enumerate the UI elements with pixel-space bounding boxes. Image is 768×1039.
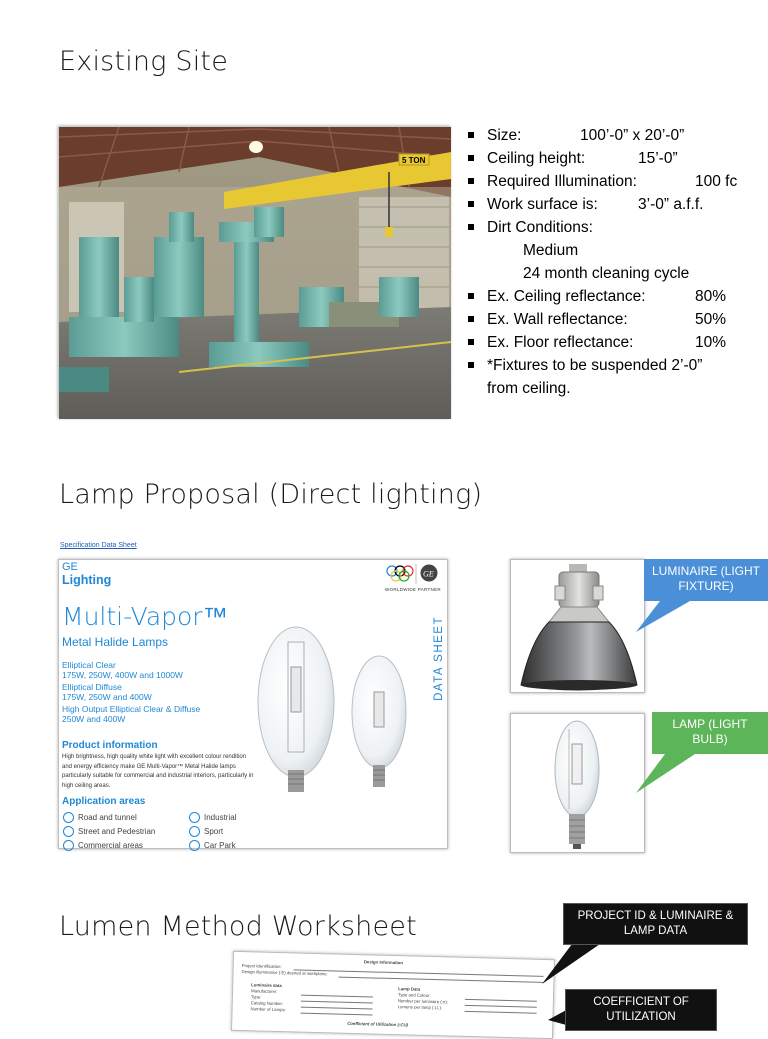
ws-cu-title: Coefficient of Utilization (:CU) <box>347 1020 409 1028</box>
ws-type-colour: Type and Colour: <box>397 992 431 998</box>
ws-title: Design Information <box>363 959 404 966</box>
ds-brand-line1: GE <box>62 561 78 573</box>
callout-pointers <box>0 455 768 875</box>
slide-existing-site <box>0 0 768 440</box>
ds-application-item: Car Park <box>189 840 236 851</box>
callout-coefficient-of-utilization: COEFFICIENT OF UTILIZATION <box>565 989 717 1031</box>
spec-data-sheet-link[interactable]: Specification Data Sheet <box>60 542 137 549</box>
spec-item: *Fixtures to be suspended 2’-0” <box>466 354 766 377</box>
ds-product-info-text: High brightness, high quality white light with excellent colour rendition and energy efficiency make GE Multi-Vapor™ Metal Halide lamps particularly suitable for commercial and industrial interiors, particularly in high ceiling areas. <box>62 754 254 789</box>
crane-sign: 5 TON <box>402 156 426 165</box>
site-spec-list <box>466 124 766 400</box>
ws-type: Type: <box>250 994 262 1000</box>
spec-item: Size: 100’-0” x 20’-0” <box>466 124 766 147</box>
spec-item: Ex. Wall reflectance: 50% <box>466 308 766 331</box>
svg-text:GE: GE <box>423 569 434 579</box>
ws-lumens-per-lamp: Lumens per lamp (:LL): <box>397 1004 443 1011</box>
callout-luminaire: LUMINAIRE (LIGHT FIXTURE) <box>644 559 768 601</box>
slide-lamp-proposal <box>0 455 768 875</box>
ds-application-heading: Application areas <box>62 796 146 807</box>
ws-num-lamps: Number of Lamps: <box>250 1006 287 1013</box>
ds-application-item: Industrial <box>189 812 236 823</box>
callout-lamp: LAMP (LIGHT BULB) <box>652 712 768 754</box>
ds-application-item: Sport <box>189 826 223 837</box>
slide-heading: Existing Site <box>59 46 229 77</box>
ds-variant: Elliptical Clear <box>62 660 116 670</box>
ws-project-id: Project Identification: <box>241 963 282 970</box>
spec-item: Required Illumination: 100 fc <box>466 170 766 193</box>
spec-item: Dirt Conditions: <box>466 216 766 239</box>
callout-project-id: PROJECT ID & LUMINAIRE & LAMP DATA <box>563 903 748 945</box>
ds-application-item: Street and Pedestrian <box>63 826 155 837</box>
spec-subitem: 24 month cleaning cycle <box>523 265 690 282</box>
spec-item: Work surface is: 3’-0” a.f.f. <box>466 193 766 216</box>
ws-lamp-data: Lamp Data <box>398 986 421 992</box>
ds-variant: Elliptical Diffuse <box>62 682 122 692</box>
ds-product-info-heading: Product information <box>62 740 158 751</box>
ds-variant: High Output Elliptical Clear & Diffuse <box>62 704 201 714</box>
ds-application-item: Road and tunnel <box>63 812 137 823</box>
ws-catalog: Catalog Number: <box>250 1000 284 1007</box>
spec-item: Ceiling height: 15’-0” <box>466 147 766 170</box>
site-photo <box>58 126 450 418</box>
ds-side-label: DATA SHEET <box>433 616 445 701</box>
ds-product-subtitle: Metal Halide Lamps <box>62 635 169 649</box>
ds-partner-text: WORLDWIDE PARTNER <box>385 587 441 592</box>
ws-manufacturer: Manufacturer: <box>250 988 278 994</box>
ds-product-title: Multi-Vapor™ <box>62 602 228 631</box>
ds-application-item: Commercial areas <box>63 840 143 851</box>
ds-variant: 250W and 400W <box>62 714 126 724</box>
ws-design-illum: Design illuminance (:E) desired at workplane: <box>241 969 328 977</box>
spec-item: Ex. Ceiling reflectance: 80% <box>466 285 766 308</box>
slide-heading: Lamp Proposal (Direct lighting) <box>59 479 483 510</box>
ws-num-per-lum: Number per luminaire (:n): <box>397 998 449 1005</box>
spec-item-continuation: from ceiling. <box>487 380 571 397</box>
ds-variant: 175W, 250W and 400W <box>62 692 152 702</box>
ds-brand-line2: Lighting <box>62 573 112 587</box>
ws-luminaire-data: Luminaire data <box>251 982 282 989</box>
slide-heading: Lumen Method Worksheet <box>59 911 417 942</box>
spec-item: Ex. Floor reflectance: 10% <box>466 331 766 354</box>
ds-variant: 175W, 250W, 400W and 1000W <box>62 670 183 680</box>
spec-subitem: Medium <box>523 242 579 259</box>
slide-lumen-method <box>0 880 768 1028</box>
